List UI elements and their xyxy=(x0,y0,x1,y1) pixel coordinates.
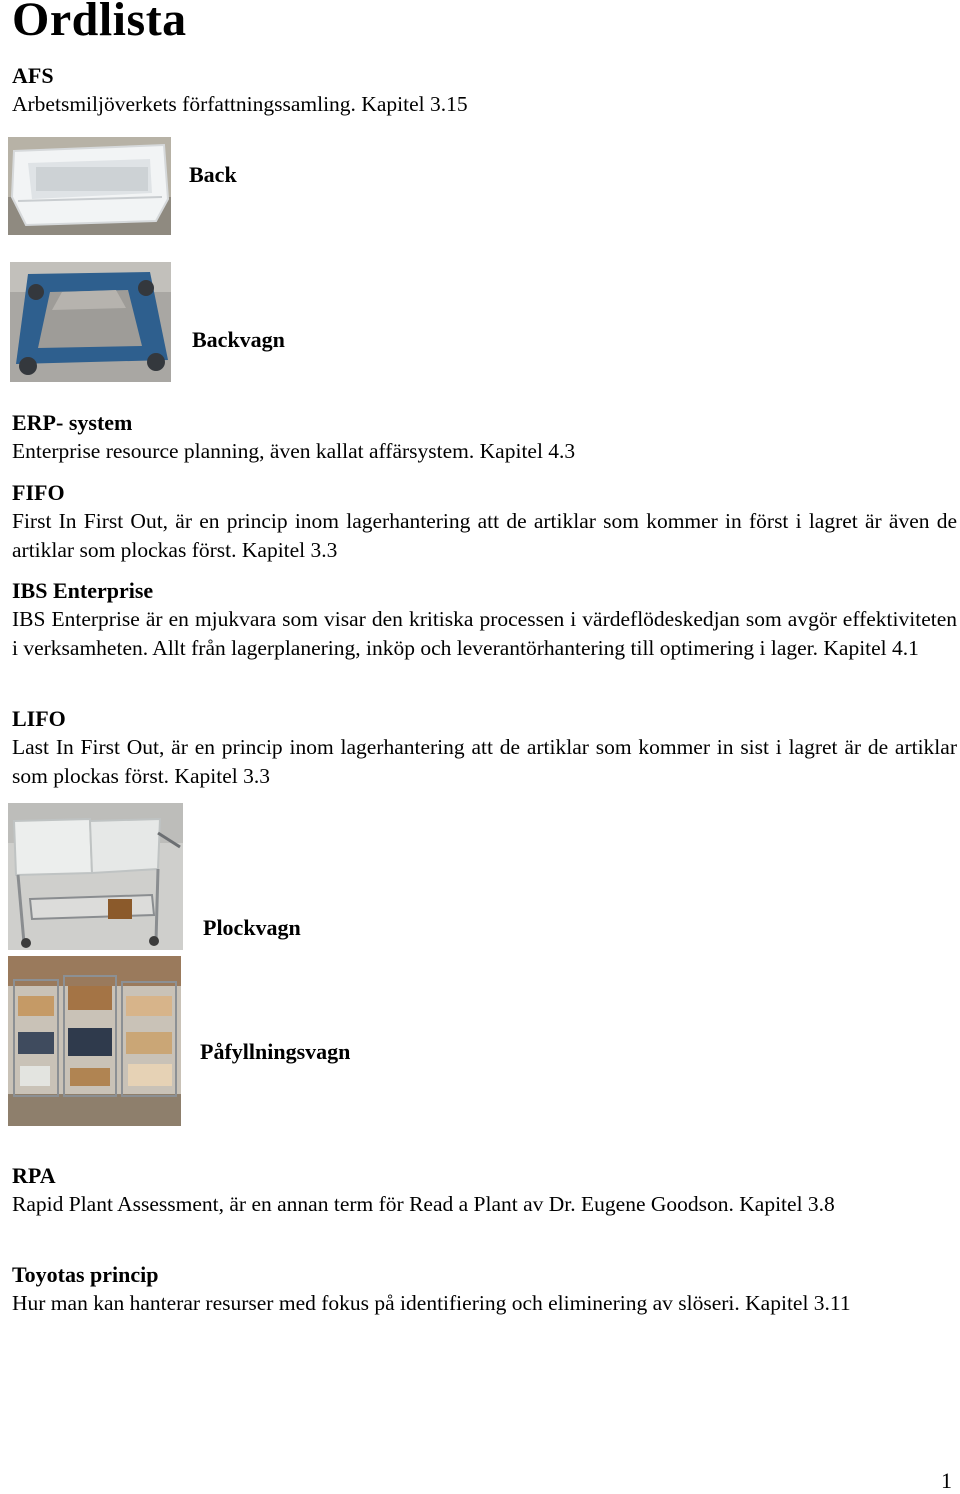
entry-definition: IBS Enterprise är en mjukvara som visar den kritiska processen i värdeflödeskedjan som avgör effektiviteten i verksamheten. Allt från lagerplanering, inköp och leverantörhantering till optimering i lager. Kapitel 4.1 xyxy=(12,607,957,660)
entry-label-plockvagn: Plockvagn xyxy=(203,915,301,940)
entry-term: Toyotas princip xyxy=(12,1262,159,1287)
glossary-entry-erp xyxy=(12,409,957,466)
glossary-entry-fifo xyxy=(12,479,957,564)
entry-term: FIFO xyxy=(12,480,65,505)
entry-term: LIFO xyxy=(12,706,66,731)
entry-term: ERP- system xyxy=(12,410,133,435)
entry-label-back: Back xyxy=(189,162,237,187)
entry-definition: Last In First Out, är en princip inom lagerhantering att de artiklar som kommer in sist i lagret är de artiklar som plockas först. Kapitel 3.3 xyxy=(12,735,957,788)
glossary-entry-ibs-enterprise xyxy=(12,577,957,662)
entry-label-pafyllningsvagn: Påfyllningsvagn xyxy=(200,1039,351,1064)
entry-definition: Enterprise resource planning, även kallat affärsystem. Kapitel 4.3 xyxy=(12,439,576,463)
refill-cart-image xyxy=(8,956,181,1126)
entry-label-backvagn: Backvagn xyxy=(192,327,285,352)
entry-definition: Arbetsmiljöverkets författningssamling. Kapitel 3.15 xyxy=(12,92,468,116)
entry-term: AFS xyxy=(12,63,54,88)
back-crate-image xyxy=(8,137,171,235)
page-number: 1 xyxy=(941,1468,952,1493)
glossary-entry-toyotas-princip xyxy=(12,1261,957,1318)
crate-dolly-image xyxy=(10,262,171,382)
entry-term: RPA xyxy=(12,1163,56,1188)
glossary-entry-afs xyxy=(12,62,957,119)
entry-definition: First In First Out, är en princip inom lagerhantering att de artiklar som kommer in först i lagret är även de artiklar som plockas först. Kapitel 3.3 xyxy=(12,509,957,562)
entry-term: IBS Enterprise xyxy=(12,578,154,603)
glossary-entry-lifo xyxy=(12,705,957,790)
entry-definition: Hur man kan hanterar resurser med fokus på identifiering och eliminering av slöseri. Kapitel 3.11 xyxy=(12,1291,851,1315)
glossary-entry-rpa xyxy=(12,1162,957,1219)
entry-definition: Rapid Plant Assessment, är en annan term för Read a Plant av Dr. Eugene Goodson. Kapitel 3.8 xyxy=(12,1192,835,1216)
page-title: Ordlista xyxy=(12,0,187,46)
picking-cart-image xyxy=(8,803,183,950)
